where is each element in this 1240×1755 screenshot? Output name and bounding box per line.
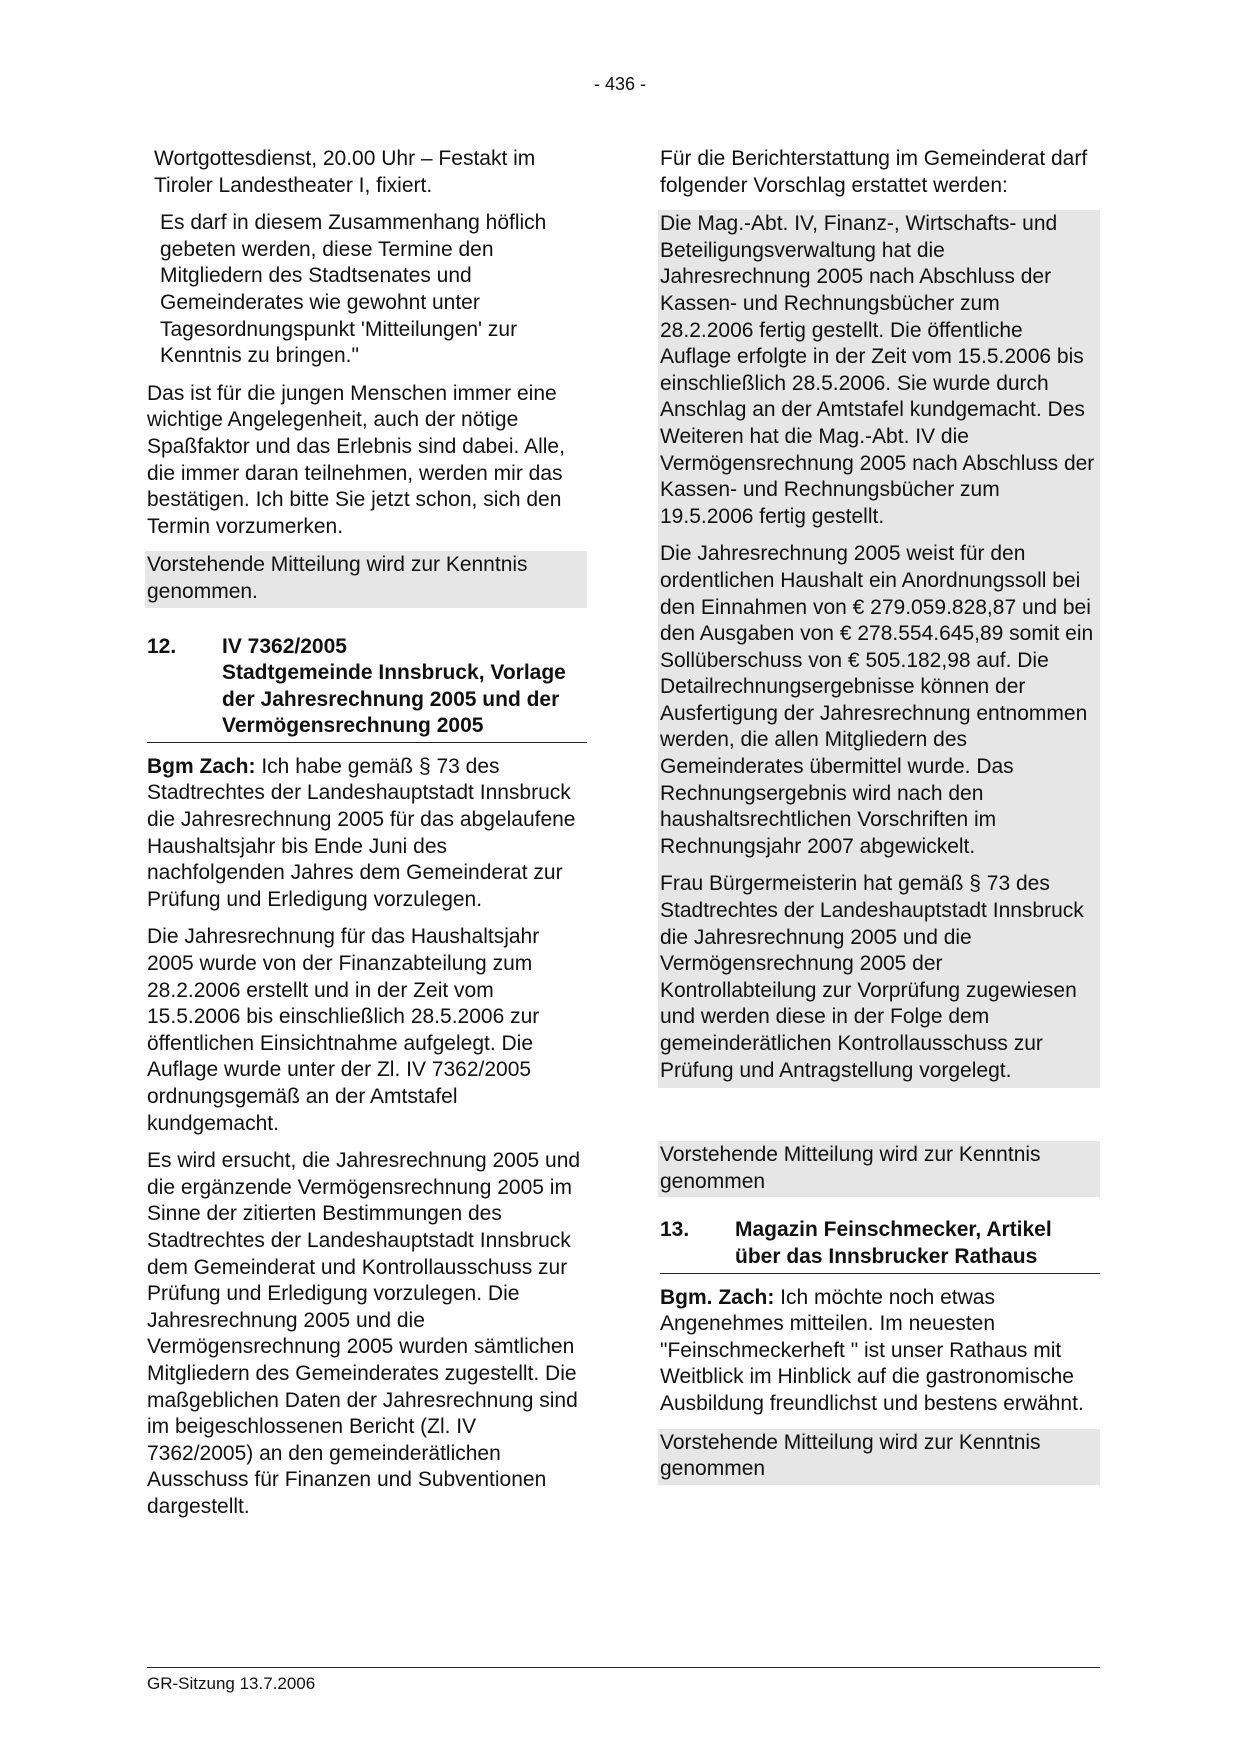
paragraph-request: Es wird ersucht, die Jahresrechnung 2005 und die ergänzende Vermögensrechnung 2005 im Sinne der zitierten Bestimmungen des Stadtrechtes der Landeshauptstadt Innsbruck dem Gemeinderat und Kontrollausschuss zur Prüfung und Erledigung vorzulegen. Die Jahresrechnung 2005 und die Vermögensrechnung 2005 wurden sämtlichen Mitgliedern des Gemeinderates zugestellt. Die maßgeblichen Daten der Jahresrechnung sind im beigeschlossenen Bericht (Zl. IV 7362/2005) an den gemeinderätlichen Ausschuss für Finanzen und Subventionen dargestellt. — [147, 1149, 581, 1518]
speech-text: Ich habe gemäß § 73 des Stadtrechtes der Landeshauptstadt Innsbruck die Jahresrechnung 2005 für das abgelaufene Haushaltsjahr bis Ende Juni des nachfolgenden Jahres dem Gemeinderat zur Prüfung und Erledigung vorzulegen. — [147, 754, 576, 911]
proposal-paragraph-1: Die Mag.-Abt. IV, Finanz-, Wirtschafts- und Beteiligungsverwaltung hat die Jahresrechnung 2005 nach Abschluss der Kassen- und Rechnungsbücher zum 28.2.2006 fertig gestellt. Die öffentliche Auflage erfolgte in der Zeit vom 15.5.2006 bis einschließlich 28.5.2006. Sie wurde durch Anschlag an der Amtstafel kundgemacht. Des Weiteren hat die Mag.-Abt. IV die Vermögensrechnung 2005 nach Abschluss der Kassen- und Rechnungsbücher zum 19.5.2006 fertig gestellt. — [660, 212, 1095, 528]
quote-request: Es darf in diesem Zusammenhang höflich gebeten werden, diese Termine den Mitgliedern des Stadtsenates und Gemeinderates wie gewohnt unter Tagesordnungspunkt 'Mitteilungen' zur Kenntnis zu bringen." — [160, 211, 547, 368]
item-13-number: 13. — [660, 1218, 690, 1242]
item-12-heading — [147, 634, 587, 743]
speech-text-2: Ich möchte noch etwas Angenehmes mitteilen. Im neuesten "Feinschmeckerheft " ist unser Rathaus mit Weitblick im Hinblick auf die gastronomische Ausbildung freundlichst und bestens erwähnt. — [660, 1285, 1084, 1415]
paragraph-haushaltsjahr: Die Jahresrechnung für das Haushaltsjahr 2005 wurde von der Finanzabteilung zum 28.2.2006 erstellt und in der Zeit vom 15.5.2006 bis einschließlich 28.5.2006 zur öffentlichen Einsichtnahme aufgelegt. Die Auflage wurde unter der Zl. IV 7362/2005 ordnungsgemäß an der Amtstafel kundgemacht. — [147, 925, 540, 1135]
left-column — [147, 146, 587, 1521]
remark-paragraph: Das ist für die jungen Menschen immer eine wichtige Angelegenheit, auch der nötige Spaßfaktor und das Erlebnis sind dabei. Alle, die immer daran teilnehmen, werden mir das bestätigen. Ich bitte Sie jetzt schon, sich den Termin vorzumerken. — [147, 381, 565, 538]
proposal-paragraph-3: Frau Bürgermeisterin hat gemäß § 73 des Stadtrechtes der Landeshauptstadt Innsbruck die Jahresrechnung 2005 und die Vermögensrechnung 2005 der Kontrollabteilung zur Vorprüfung zugewiesen und werden diese in der Folge dem gemeinderätlichen Kontrollausschuss zur Prüfung und Antragstellung vorgelegt. — [660, 872, 1084, 1082]
quote-end: Wortgottesdienst, 20.00 Uhr – Festakt im Tiroler Landestheater I, fixiert. — [154, 147, 536, 197]
speech-paragraph-2 — [660, 1285, 1100, 1418]
footer-text: GR-Sitzung 13.7.2006 — [147, 1674, 316, 1693]
speech-paragraph — [147, 754, 587, 914]
item-12-number: 12. — [147, 634, 177, 658]
proposal-box — [658, 210, 1100, 1088]
speaker-label-2: Bgm. Zach: — [660, 1285, 775, 1309]
notice-acknowledged-2: Vorstehende Mitteilung wird zur Kenntnis genommen — [658, 1141, 1100, 1197]
item-12-title-block — [222, 634, 587, 740]
footer-divider — [147, 1667, 1100, 1668]
right-column — [660, 146, 1100, 1485]
notice-acknowledged: Vorstehende Mitteilung wird zur Kenntnis genommen. — [145, 551, 587, 607]
item-13-heading — [660, 1217, 1100, 1273]
proposal-intro: Für die Berichterstattung im Gemeinderat darf folgender Vorschlag erstattet werden: — [660, 147, 1088, 197]
notice-acknowledged-3: Vorstehende Mitteilung wird zur Kenntnis genommen — [658, 1429, 1100, 1485]
item-13-title: Magazin Feinschmecker, Artikel über das Innsbrucker Rathaus — [735, 1218, 1052, 1268]
item-12-ref: IV 7362/2005 — [222, 634, 347, 658]
proposal-paragraph-2: Die Jahresrechnung 2005 weist für den ordentlichen Haushalt ein Anordnungssoll bei den Einnahmen von € 279.059.828,87 und bei den Ausgaben von € 278.554.645,89 somit ein Sollüberschuss von € 505.182,98 auf. Die Detailrechnungsergebnisse können der Ausfertigung der Jahresrechnung entnommen werden, die allen Mitgliedern des Gemeinderates übermittel wurde. Das Rechnungsergebnis wird nach den haushaltsrechtlichen Vorschriften im Rechnungsjahr 2007 abgewickelt. — [660, 542, 1094, 858]
speaker-label: Bgm Zach: — [147, 754, 256, 778]
item-12-title: Stadtgemeinde Innsbruck, Vorlage der Jahresrechnung 2005 und der Vermögensrechnung 2005 — [222, 661, 566, 738]
page-number: - 436 - — [593, 74, 647, 94]
